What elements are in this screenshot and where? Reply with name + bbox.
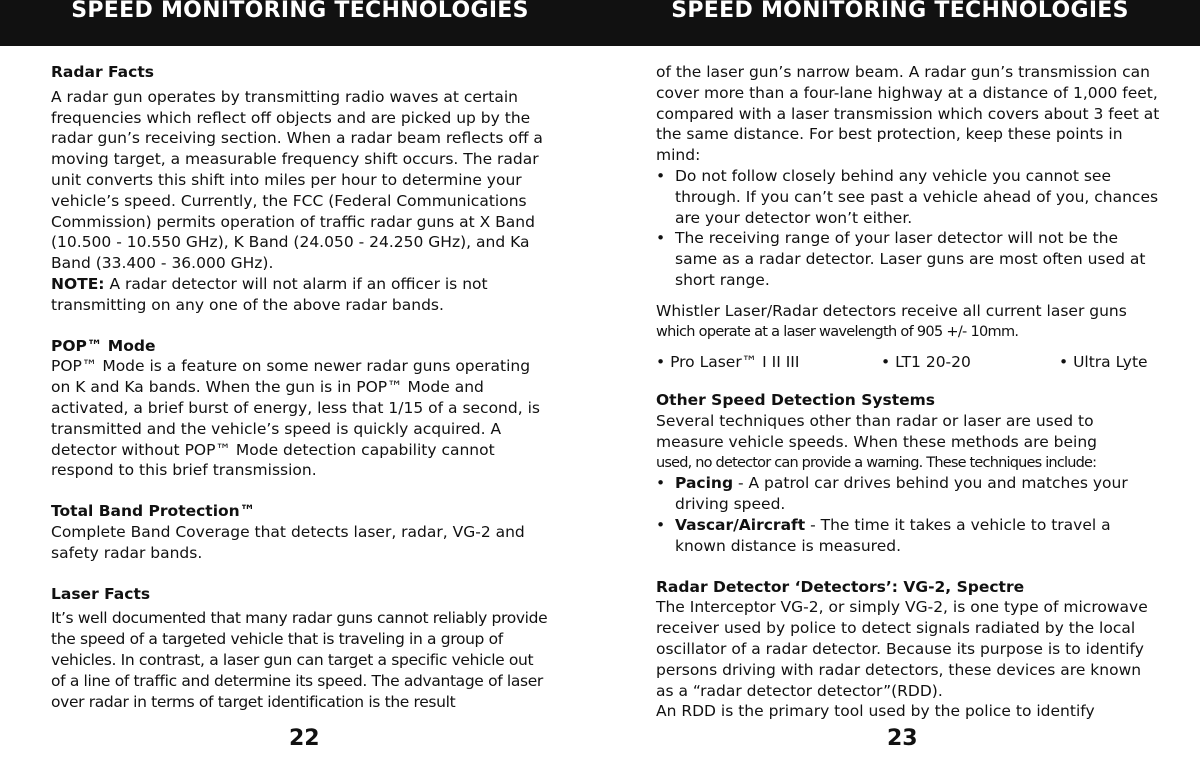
whistler-line-1: Whistler Laser/Radar detectors receive all current laser guns — [656, 301, 1127, 320]
technique-item: • Pacing - A patrol car drives behind you and matches your driving speed. — [656, 474, 1128, 514]
laser-gun-list — [656, 352, 1162, 373]
note-label: NOTE: — [51, 274, 105, 293]
note-text: A radar detector will not alarm if an officer is not transmitting on any one of the above radar bands. — [51, 274, 488, 314]
bullet-item: • The receiving range of your laser detector will not be the same as a radar detector. Laser guns are most often used at short range. — [656, 229, 1146, 289]
bullet-item: • Do not follow closely behind any vehicle you cannot see through. If you can’t see past a vehicle ahead of you, chances are your detector won’t either. — [656, 166, 1159, 227]
other-speed-body: Several techniques other than radar or laser are used to measure vehicle speeds. When these methods are being — [656, 411, 1098, 451]
pop-mode-body: POP™ Mode is a feature on some newer radar guns operating on K and Ka bands. When the gun is in POP™ Mode and activated, a brief burst of energy, less that 1/15 of a second, is transmitted and the vehicle’s speed is quickly acquired. A detector without POP™ Mode detection capability cannot respond to this brief transmission. — [51, 357, 540, 480]
total-band-heading: Total Band Protection™ — [51, 502, 256, 521]
rdd-heading: Radar Detector ‘Detectors’: VG-2, Spectre — [656, 577, 1025, 596]
technique-label: Pacing — [675, 474, 734, 493]
pop-mode-heading: POP™ Mode — [51, 336, 156, 355]
left-header-title: SPEED MONITORING TECHNOLOGIES — [71, 0, 529, 23]
right-page — [600, 0, 1200, 784]
laser-gun-item: • LT1 20-20 — [881, 353, 971, 372]
technique-text: - A patrol car drives behind you and matches your driving speed. — [675, 474, 1128, 514]
rdd-body: The Interceptor VG-2, or simply VG-2, is one type of microwave receiver used by police to detect signals radiated by the local oscillator of a radar detector. Because its purpose is to identify persons driving with radar detectors, these devices are known as a “radar detector detector”(RDD). — [656, 598, 1148, 700]
other-speed-body-cond: used, no detector can provide a warning. These techniques include: — [656, 454, 1097, 471]
rdd-body-2: An RDD is the primary tool used by the police to identify — [656, 702, 1095, 721]
whistler-line-2: which operate at a laser wavelength of 905 +/- 10mm. — [656, 323, 1019, 340]
total-band-body: Complete Band Coverage that detects laser, radar, VG-2 and safety radar bands. — [51, 522, 525, 562]
other-speed-heading: Other Speed Detection Systems — [656, 391, 936, 410]
technique-item: • Vascar/Aircraft - The time it takes a vehicle to travel a known distance is measured. — [656, 515, 1111, 555]
radar-facts-body: A radar gun operates by transmitting radio waves at certain frequencies which reflect off objects and are picked up by the radar gun’s receiving section. When a radar beam reflects off a moving target, a measurable frequency shift occurs. The radar unit converts this shift into miles per hour to determine your vehicle’s speed. Currently, the FCC (Federal Communications Commission) permits operation of traffic radar guns at X Band (10.500 - 10.550 GHz), K Band (24.050 - 24.250 GHz), and Ka Band (33.400 - 36.000 GHz). — [51, 87, 543, 273]
technique-text: - The time it takes a vehicle to travel a known distance is measured. — [675, 515, 1111, 555]
bullet-text: Do not follow closely behind any vehicle you cannot see through. If you can’t see past a vehicle ahead of you, chances are your detector won’t either. — [675, 166, 1159, 227]
laser-gun-item: • Pro Laser™ I II III — [656, 353, 800, 372]
radar-facts-heading: Radar Facts — [51, 63, 154, 81]
left-header-bar — [0, 0, 600, 46]
right-header-bar — [600, 0, 1200, 46]
right-header-title: SPEED MONITORING TECHNOLOGIES — [671, 0, 1129, 23]
laser-gun-item: • Ultra Lyte — [1059, 353, 1148, 372]
page-number-22: 22 — [289, 726, 320, 751]
left-column — [51, 62, 549, 712]
laser-facts-body: It’s well documented that many radar guns cannot reliably provide the speed of a targeted vehicle that is traveling in a group of vehicles. In contrast, a laser gun can target a specific vehicle out of a line of traffic and determine its speed. The advantage of laser over radar in terms of target identification is the result — [51, 609, 548, 711]
bullet-text: The receiving range of your laser detector will not be the same as a radar detector. Laser guns are most often used at short range. — [675, 229, 1146, 289]
page-number-23: 23 — [887, 726, 918, 751]
laser-facts-heading: Laser Facts — [51, 584, 151, 603]
radar-note — [51, 274, 549, 316]
laser-intro: of the laser gun’s narrow beam. A radar gun’s transmission can cover more than a four-lane highway at a distance of 1,000 feet, compared with a laser transmission which covers about 3 feet at the same distance. For best protection, keep these points in mind: — [656, 63, 1160, 165]
right-column — [656, 62, 1162, 722]
technique-label: Vascar/Aircraft — [675, 515, 806, 534]
